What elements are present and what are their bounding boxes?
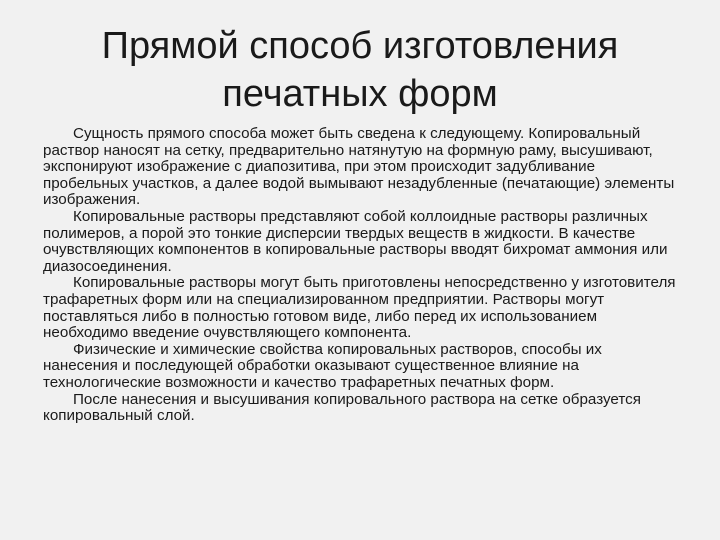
title-line-1: Прямой способ изготовления [101,25,619,67]
paragraph-2: Копировальные растворы представляют собой коллоидные растворы различных полимеров, а порой это тонкие дисперсии твердых веществ в жидкости. В качестве очувствляющих компонентов в копировальные растворы вводят бихромат аммония или диазосоединения. [43,207,668,275]
title-line-2: печатных форм [222,73,498,115]
paragraph-5: После нанесения и высушивания копировального раствора на сетке образуется копировальный слой. [43,390,641,425]
slide-title [40,22,680,118]
paragraph-4: Физические и химические свойства копировальных растворов, способы их нанесения и последующей обработки оказывают существенное влияние на технологические возможности и качество трафаретных печатных форм. [43,340,602,391]
paragraph-3: Копировальные растворы могут быть приготовлены непосредственно у изготовителя трафаретных форм или на специализированном предприятии. Растворы могут поставляться либо в полностью готовом виде, либо перед их использованием необходимо введение очувствляющего компонента. [43,274,676,342]
slide-body [43,126,679,425]
paragraph-1: Сущность прямого способа может быть сведена к следующему. Копировальный раствор наносят на сетку, предварительно натянутую на формную раму, высушивают, экспонируют изображение с диапозитива, при этом происходит задубливание пробельных участков, а далее водой вымывают незадубленные (печатающие) элементы изображения. [43,125,675,209]
